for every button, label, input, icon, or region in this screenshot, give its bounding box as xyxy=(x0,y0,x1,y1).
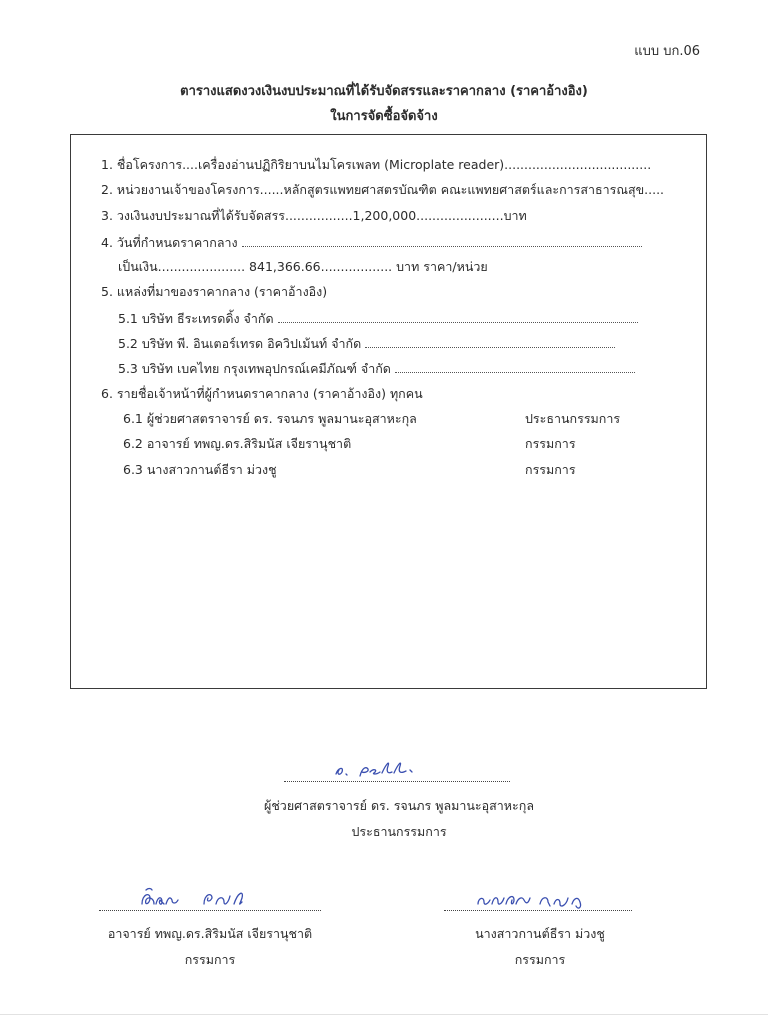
right-member-name: นางสาวกานต์ธีรา ม่วงชู xyxy=(475,926,605,941)
source-item xyxy=(118,308,676,328)
source-item-label: 5.2 บริษัท พี. อินเตอร์เทรด อิควิปเม้นท์ จำกัด xyxy=(118,336,362,351)
source-item-label: 5.3 บริษัท เบคไทย กรุงเทพอุปกรณ์เคมีภัณฑ์ จำกัด xyxy=(118,361,391,376)
sources-heading: 5. แหล่งที่มาของราคากลาง (ราคาอ้างอิง) xyxy=(101,284,328,299)
chair-role: ประธานกรรมการ xyxy=(351,824,447,839)
page-bottom-rule xyxy=(0,1014,768,1015)
document-title: ตารางแสดงวงเงินงบประมาณที่ได้รับจัดสรรและราคากลาง (ราคาอ้างอิง) xyxy=(180,84,588,99)
left-signature xyxy=(138,884,258,912)
committee-member-role: กรรมการ xyxy=(525,436,576,451)
source-item xyxy=(118,358,676,378)
chair-signature xyxy=(330,756,430,780)
left-signature-line xyxy=(99,910,321,911)
form-code: แบบ บก.06 xyxy=(634,44,700,59)
committee-member xyxy=(123,409,676,429)
right-signature xyxy=(474,886,594,912)
left-member-role: กรรมการ xyxy=(184,952,236,967)
right-member-role: กรรมการ xyxy=(514,952,566,967)
committee-heading: 6. รายชื่อเจ้าหน้าที่ผู้กำหนดราคากลาง (ราคาอ้างอิง) ทุกคน xyxy=(101,386,423,401)
committee-member xyxy=(123,434,676,454)
document-subtitle: ในการจัดซื้อจัดจ้าง xyxy=(330,109,438,124)
price-date-label: 4. วันที่กำหนดราคากลาง xyxy=(101,235,238,250)
source-dotted-line xyxy=(395,358,635,373)
source-dotted-line xyxy=(278,308,638,323)
reference-price: เป็นเงิน...................... 841,366.66.................. บาท ราคา/หน่วย xyxy=(118,259,488,274)
committee-member xyxy=(123,460,676,480)
left-member-name: อาจารย์ ทพญ.ดร.สิริมนัส เจียรานุชาติ xyxy=(107,926,313,941)
source-dotted-line xyxy=(365,333,615,348)
chair-signature-line xyxy=(284,781,510,782)
details-box xyxy=(70,134,707,689)
committee-member-role: กรรมการ xyxy=(525,462,576,477)
owner-unit: 2. หน่วยงานเจ้าของโครงการ......หลักสูตรแพทยศาสตรบัณฑิต คณะแพทยศาสตร์และการสาธารณสุข..... xyxy=(101,182,665,197)
price-date-row xyxy=(101,232,676,252)
source-item xyxy=(118,333,676,353)
committee-member-role: ประธานกรรมการ xyxy=(525,411,621,426)
right-signature-line xyxy=(444,910,632,911)
budget-amount: 3. วงเงินงบประมาณที่ได้รับจัดสรร.................1,200,000......................บาท xyxy=(101,208,527,223)
price-date-dotted-line xyxy=(242,232,642,247)
committee-member-name: 6.3 นางสาวกานต์ธีรา ม่วงชู xyxy=(123,462,277,477)
chair-name: ผู้ช่วยศาสตราจารย์ ดร. รจนภร พูลมานะอุสาหะกุล xyxy=(264,798,534,813)
project-name: 1. ชื่อโครงการ....เครื่องอ่านปฏิกิริยาบนไมโครเพลท (Microplate reader)..................................... xyxy=(101,157,652,172)
committee-member-name: 6.1 ผู้ช่วยศาสตราจารย์ ดร. รจนภร พูลมานะอุสาหะกุล xyxy=(123,411,417,426)
committee-member-name: 6.2 อาจารย์ ทพญ.ดร.สิริมนัส เจียรานุชาติ xyxy=(123,436,352,451)
source-item-label: 5.1 บริษัท ธีระเทรดดิ้ง จำกัด xyxy=(118,311,274,326)
